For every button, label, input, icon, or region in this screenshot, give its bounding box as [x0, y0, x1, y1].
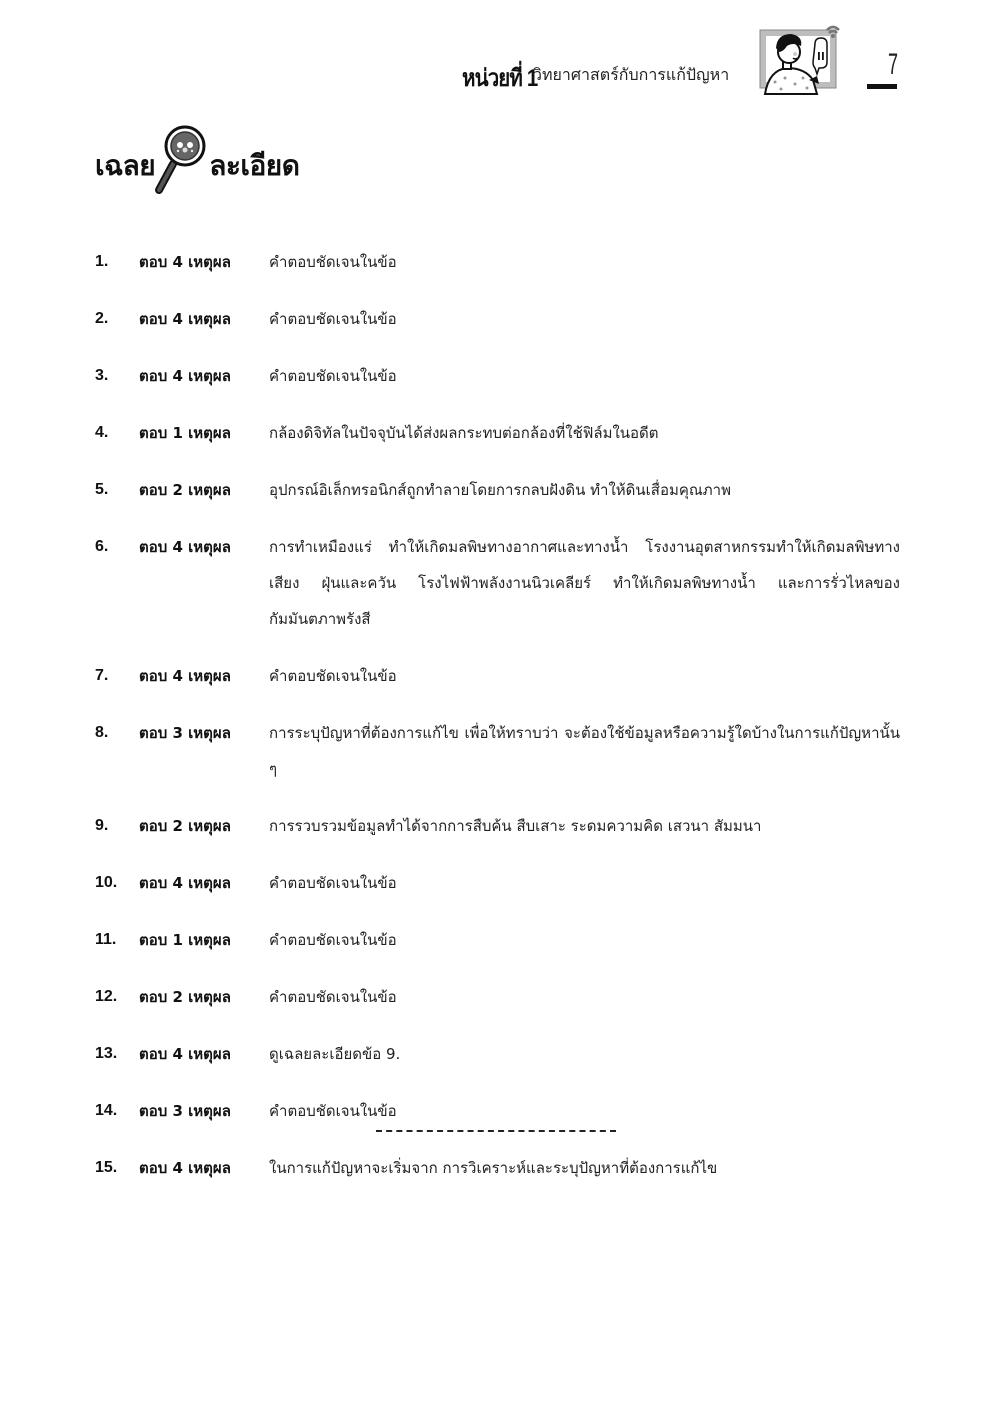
list-item: [95, 360, 900, 394]
item-answer: ตอบ 4 เหตุผล: [139, 1159, 231, 1177]
end-divider: [376, 1130, 616, 1132]
item-reason: การระบุปัญหาที่ต้องการแก้ไข เพื่อให้ทราบว่า จะต้องใช้ข้อมูลหรือความรู้ใดบ้างในการแก้ปัญหานั้น ๆ: [269, 724, 900, 778]
unit-title: วิทยาศาสตร์กับการแก้ปัญหา: [533, 65, 730, 84]
item-answer: ตอบ 4 เหตุผล: [139, 310, 231, 328]
item-reason: คำตอบชัดเจนในข้อ: [269, 874, 397, 892]
unit-label: หน่วยที่ 1: [462, 65, 538, 92]
item-number: 9.: [95, 817, 109, 834]
item-number: 14.: [95, 1102, 118, 1119]
item-number: 11.: [95, 931, 117, 948]
item-reason: อุปกรณ์อิเล็กทรอนิกส์ถูกทำลายโดยการกลบฝังดิน ทำให้ดินเสื่อมคุณภาพ: [269, 481, 731, 499]
item-answer: ตอบ 3 เหตุผล: [139, 1102, 231, 1120]
section-title: [95, 130, 299, 202]
list-item: [95, 303, 900, 337]
item-answer: ตอบ 4 เหตุผล: [139, 253, 231, 271]
item-number: 1.: [95, 253, 109, 270]
item-answer: ตอบ 4 เหตุผล: [139, 874, 231, 892]
item-number: 3.: [95, 367, 109, 384]
item-reason: คำตอบชัดเจนในข้อ: [269, 931, 397, 949]
item-reason: คำตอบชัดเจนในข้อ: [269, 1102, 397, 1120]
item-number: 13.: [95, 1045, 118, 1062]
item-number: 12.: [95, 988, 118, 1005]
item-number: 2.: [95, 310, 109, 327]
list-item: [95, 246, 900, 280]
item-number: 4.: [95, 424, 109, 441]
item-reason: กล้องดิจิทัลในปัจจุบันได้ส่งผลกระทบต่อกล้องที่ใช้ฟิล์มในอดีต: [269, 424, 659, 442]
item-reason: คำตอบชัดเจนในข้อ: [269, 988, 397, 1006]
item-answer: ตอบ 4 เหตุผล: [139, 1045, 231, 1063]
item-answer: ตอบ 4 เหตุผล: [139, 667, 231, 685]
list-item: [95, 531, 900, 637]
magnifier-icon: [151, 124, 211, 196]
item-answer: ตอบ 4 เหตุผล: [139, 538, 231, 556]
item-number: 6.: [95, 538, 109, 555]
page-header: [0, 28, 992, 108]
item-number: 8.: [95, 724, 109, 741]
item-number: 5.: [95, 481, 109, 498]
item-number: 15.: [95, 1159, 118, 1176]
list-item: [95, 810, 900, 844]
item-answer: ตอบ 4 เหตุผล: [139, 367, 231, 385]
page-number: 7: [887, 48, 898, 81]
list-item: [95, 867, 900, 901]
list-item: [95, 474, 900, 508]
list-item: [95, 1095, 900, 1129]
list-item: [95, 660, 900, 694]
item-answer: ตอบ 1 เหตุผล: [139, 931, 231, 949]
list-item: [95, 1152, 900, 1186]
list-item: [95, 717, 900, 787]
item-answer: ตอบ 3 เหตุผล: [139, 724, 231, 742]
item-reason: คำตอบชัดเจนในข้อ: [269, 667, 397, 685]
list-item: [95, 1038, 900, 1072]
item-answer: ตอบ 2 เหตุผล: [139, 481, 231, 499]
item-reason: การทำเหมืองแร่ ทำให้เกิดมลพิษทางอากาศและทางน้ำ โรงงานอุตสาหกรรมทำให้เกิดมลพิษทางเสียง ฝุ่นและควัน โรงไฟฟ้าพลังงานนิวเคลียร์ ทำให้เกิดมลพิษทางน้ำ และการรั่วไหลของกัมมันตภาพรังสี: [269, 538, 900, 628]
item-number: 10.: [95, 874, 118, 891]
section-title-part1: เฉลย: [95, 149, 156, 182]
item-reason: คำตอบชัดเจนในข้อ: [269, 310, 397, 328]
list-item: [95, 981, 900, 1015]
person-with-speech-bubble-icon: [757, 22, 847, 97]
item-reason: ในการแก้ปัญหาจะเริ่มจาก การวิเคราะห์และระบุปัญหาที่ต้องการแก้ไข: [269, 1159, 718, 1177]
item-reason: การรวบรวมข้อมูลทำได้จากการสืบค้น สืบเสาะ ระดมความคิด เสวนา สัมมนา: [269, 817, 762, 835]
list-item: [95, 417, 900, 451]
list-item: [95, 924, 900, 958]
item-number: 7.: [95, 667, 109, 684]
item-answer: ตอบ 1 เหตุผล: [139, 424, 231, 442]
item-reason: คำตอบชัดเจนในข้อ: [269, 367, 397, 385]
answer-list: [95, 246, 900, 1209]
item-answer: ตอบ 2 เหตุผล: [139, 817, 231, 835]
section-title-part2: ละเอียด: [209, 149, 300, 182]
item-reason: ดูเฉลยละเอียดข้อ 9.: [269, 1045, 401, 1063]
item-answer: ตอบ 2 เหตุผล: [139, 988, 231, 1006]
page-number-underline: [867, 84, 897, 89]
item-reason: คำตอบชัดเจนในข้อ: [269, 253, 397, 271]
